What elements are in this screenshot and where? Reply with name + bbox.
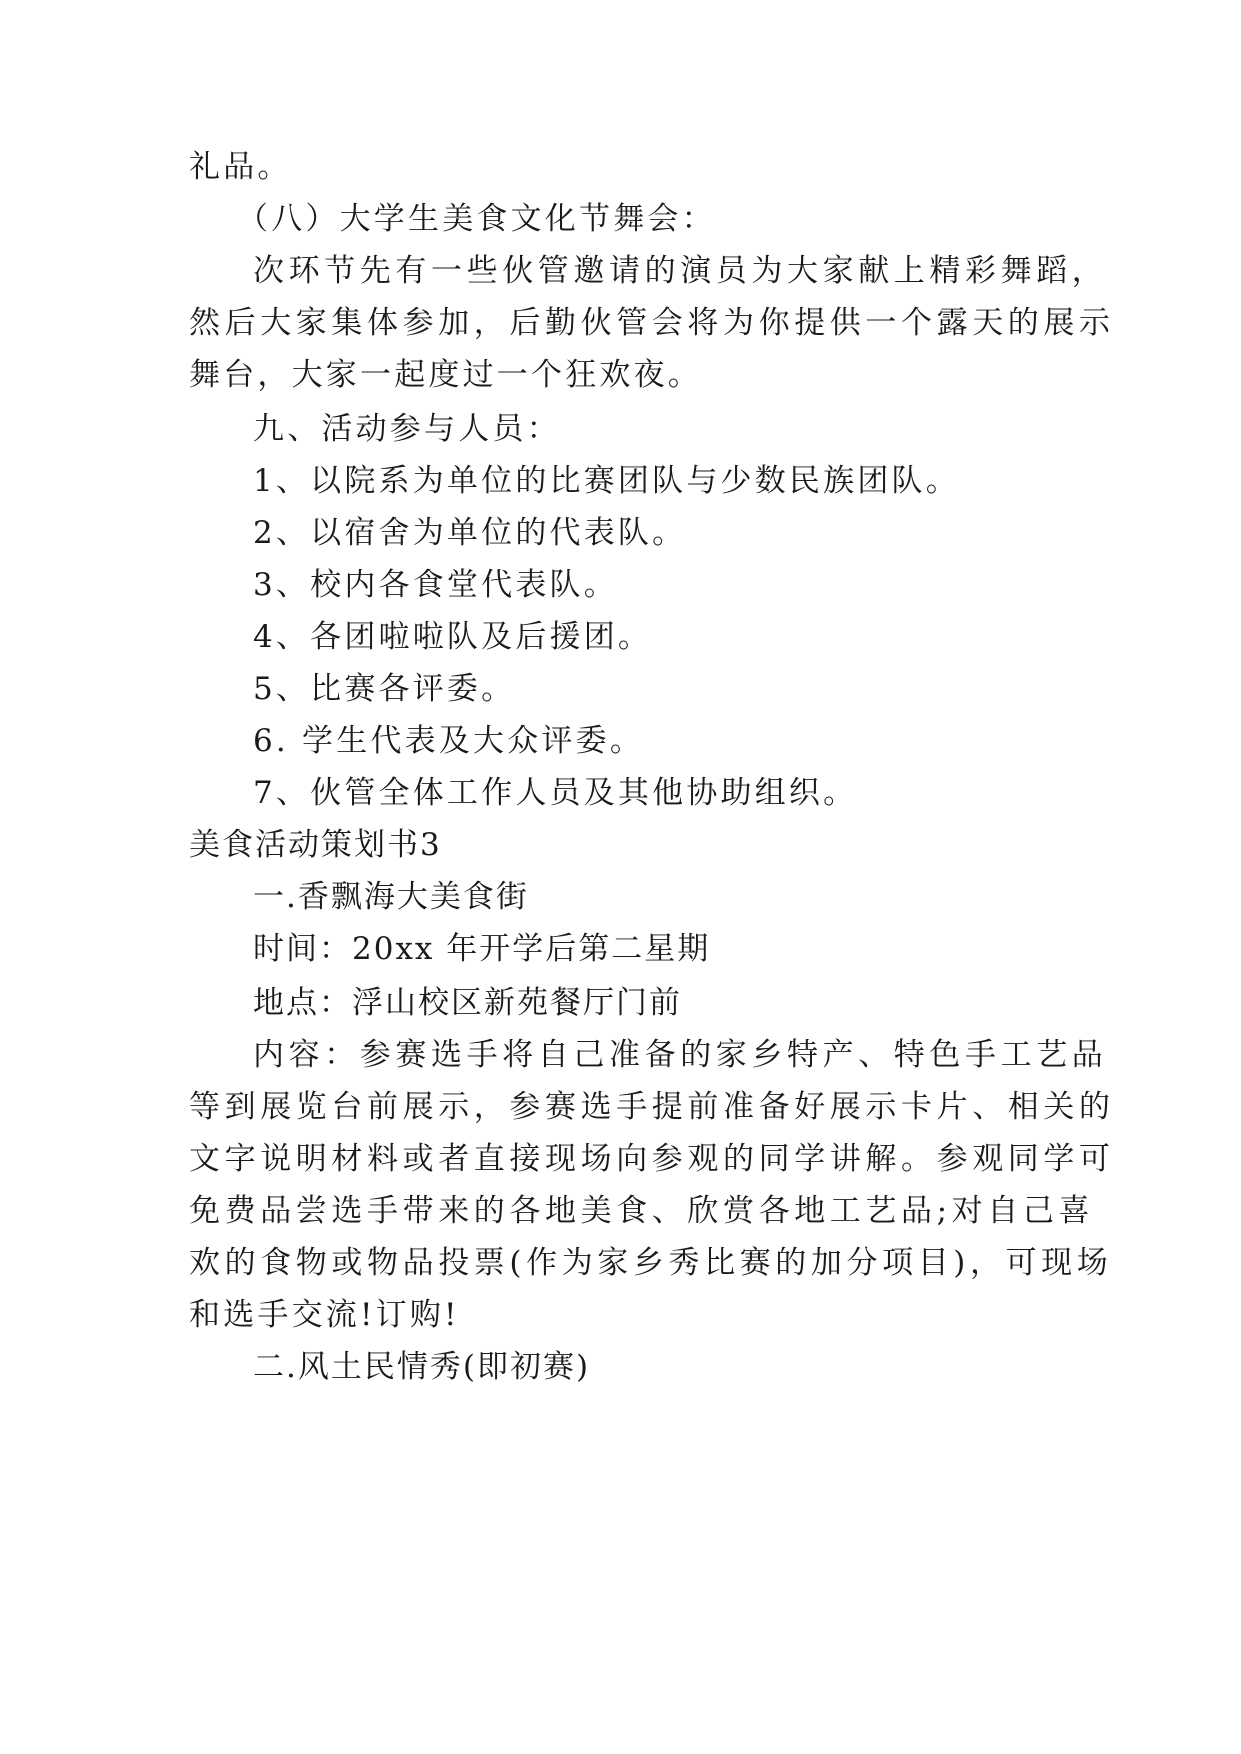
list-item: 1、以院系为单位的比赛团队与少数民族团队。 <box>253 463 960 499</box>
document-title: 美食活动策划书3 <box>189 827 442 863</box>
paragraph-line: 舞台，大家一起度过一个狂欢夜。 <box>189 357 702 393</box>
list-item: 3、校内各食堂代表队。 <box>253 567 618 603</box>
paragraph-line: 内容：参赛选手将自己准备的家乡特产、特色手工艺品 <box>253 1037 1108 1073</box>
paragraph-line: 和选手交流!订购! <box>189 1297 460 1333</box>
section-heading-2: 二.风土民情秀(即初赛) <box>253 1349 591 1385</box>
event-time: 时间：20xx 年开学后第二星期 <box>253 931 711 967</box>
section-heading-9: 九、活动参与人员： <box>253 411 561 447</box>
paragraph-line: 文字说明材料或者直接现场向参观的同学讲解。参观同学可 <box>189 1141 1115 1177</box>
list-item: 4、各团啦啦队及后援团。 <box>253 619 653 655</box>
section-heading-1: 一.香飘海大美食街 <box>253 879 529 915</box>
paragraph-line: 然后大家集体参加，后勤伙管会将为你提供一个露天的展示 <box>189 305 1115 341</box>
paragraph-continuation: 礼品。 <box>189 149 292 185</box>
section-heading-8: （八）大学生美食文化节舞会： <box>237 201 716 237</box>
paragraph-line: 欢的食物或物品投票(作为家乡秀比赛的加分项目)，可现场 <box>189 1245 1113 1281</box>
list-item: 7、伙管全体工作人员及其他协助组织。 <box>253 775 858 811</box>
event-location: 地点：浮山校区新苑餐厅门前 <box>253 985 682 1021</box>
list-item: 6. 学生代表及大众评委。 <box>253 723 645 759</box>
paragraph-line: 等到展览台前展示，参赛选手提前准备好展示卡片、相关的 <box>189 1089 1115 1125</box>
list-item: 5、比赛各评委。 <box>253 671 516 707</box>
paragraph-line: 免费品尝选手带来的各地美食、欣赏各地工艺品;对自己喜 <box>189 1193 1095 1229</box>
list-item: 2、以宿舍为单位的代表队。 <box>253 515 687 551</box>
paragraph-line: 次环节先有一些伙管邀请的演员为大家献上精彩舞蹈， <box>253 253 1108 289</box>
